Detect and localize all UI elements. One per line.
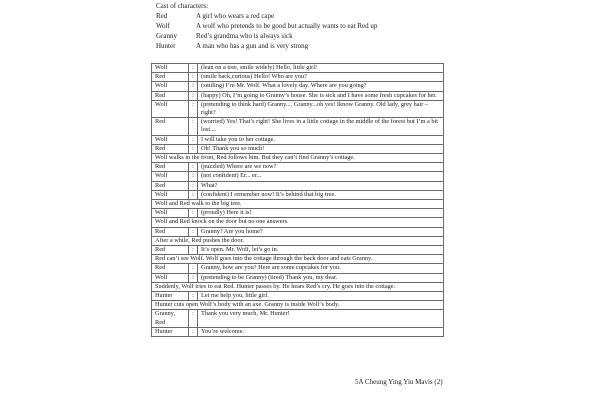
speaker-name: Red <box>152 181 189 190</box>
dialogue-text: Oh! Thank you so much! <box>198 144 444 153</box>
cast-name: Red <box>156 12 168 20</box>
dialogue-text: (not confident) Er... er... <box>198 172 444 181</box>
dialogue-text: (happy) Oh, I’m going to Granny’s house. She is sick and I have some fresh cupcakes for her. <box>198 91 444 100</box>
speaker-name: Red <box>152 163 189 172</box>
dialogue-row <box>152 190 444 199</box>
dialogue-text: (proudly) Here it is! <box>198 209 444 218</box>
dialogue-text: Granny? Are you home? <box>198 227 444 236</box>
colon-separator: : <box>189 310 198 327</box>
dialogue-row <box>152 73 444 82</box>
dialogue-row <box>152 64 444 73</box>
cast-entry <box>156 22 377 31</box>
dialogue-text: (pretending to be Granny) (tired) Thank you, my dear. <box>198 273 444 282</box>
dialogue-text: Thank you very much, Mr. Hunter! <box>198 310 444 327</box>
speaker-name: Wolf <box>152 135 189 144</box>
colon-separator: : <box>189 135 198 144</box>
dialogue-text: (smiling) I’m Mr. Wolf. What a lovely day. Where are you going? <box>198 82 444 91</box>
dialogue-row <box>152 273 444 282</box>
cast-entry <box>156 12 274 21</box>
stage-direction: Hunter cuts open Wolf’s body with an axe. Granny is inside Wolf’s body. <box>152 301 444 310</box>
cast-description: A girl who wears a red cape <box>196 12 275 20</box>
dialogue-text: You’re welcome. <box>198 327 444 336</box>
cast-description: A wolf who pretends to be good but actually wants to eat Red up <box>196 22 378 30</box>
dialogue-row <box>152 163 444 172</box>
colon-separator: : <box>189 172 198 181</box>
stage-direction: Wolf and Red knock on the door but no one answers. <box>152 218 444 227</box>
dialogue-row <box>152 310 444 327</box>
dialogue-row <box>152 227 444 236</box>
dialogue-row <box>152 118 444 135</box>
dialogue-text: I will take you to her cottage. <box>198 135 444 144</box>
speaker-name: Wolf <box>152 273 189 282</box>
dialogue-text: (pretending to think hard) Granny.... Granny...oh yes! Iknow Granny. Old lady, grey hair – right? <box>198 100 444 117</box>
script-table <box>151 63 444 337</box>
dialogue-text: (confident) I remember now! It’s behind that big tree. <box>198 190 444 199</box>
colon-separator: : <box>189 190 198 199</box>
cast-name: Granny <box>156 32 177 40</box>
stage-direction: After a while, Red pushes the door. <box>152 236 444 245</box>
cast-name: Hunter <box>156 42 176 50</box>
speaker-name: Wolf <box>152 209 189 218</box>
speaker-name: Red <box>152 91 189 100</box>
dialogue-row <box>152 209 444 218</box>
dialogue-row <box>152 246 444 255</box>
dialogue-text: (puzzled) Where are we now? <box>198 163 444 172</box>
cast-name: Wolf <box>156 22 170 30</box>
dialogue-row <box>152 82 444 91</box>
dialogue-text: (worried) Yes! That’s right! She lives in a little cottage in the middle of the forest but I’m a bit lost.... <box>198 118 444 135</box>
colon-separator: : <box>189 227 198 236</box>
dialogue-text: (lean on a tree, smile widely) Hello, little girl! <box>198 64 444 73</box>
speaker-name: Red <box>152 246 189 255</box>
colon-separator: : <box>189 163 198 172</box>
dialogue-text: It’s open. Mr. Wolf, let’s go in. <box>198 246 444 255</box>
dialogue-text: Let me help you, little girl. <box>198 292 444 301</box>
colon-separator: : <box>189 118 198 135</box>
dialogue-row <box>152 135 444 144</box>
colon-separator: : <box>189 73 198 82</box>
colon-separator: : <box>189 273 198 282</box>
dialogue-row <box>152 100 444 117</box>
speaker-name: Red <box>152 144 189 153</box>
speaker-name: Hunter <box>152 327 189 336</box>
colon-separator: : <box>189 144 198 153</box>
stage-direction-row <box>152 154 444 163</box>
cast-description: A man who has a gun and is very strong <box>196 42 309 50</box>
dialogue-row <box>152 292 444 301</box>
cast-heading: Cast of characters: <box>156 2 209 10</box>
colon-separator: : <box>189 264 198 273</box>
stage-direction-row <box>152 218 444 227</box>
colon-separator: : <box>189 181 198 190</box>
cast-entry <box>156 42 308 51</box>
script-body <box>152 64 444 337</box>
stage-direction-row <box>152 255 444 264</box>
stage-direction: Wolf walks in the front, Red follows him. But they can’t find Granny’s cottage. <box>152 154 444 163</box>
stage-direction: Red can’t see Wolf. Wolf goes into the cottage through the back door and eats Granny. <box>152 255 444 264</box>
cast-entry <box>156 32 293 41</box>
dialogue-text: (smile back,curious) Hello! Who are you? <box>198 73 444 82</box>
dialogue-row <box>152 264 444 273</box>
stage-direction-row <box>152 301 444 310</box>
colon-separator: : <box>189 91 198 100</box>
dialogue-row <box>152 172 444 181</box>
stage-direction-row <box>152 236 444 245</box>
colon-separator: : <box>189 64 198 73</box>
colon-separator: : <box>189 327 198 336</box>
dialogue-row <box>152 181 444 190</box>
colon-separator: : <box>189 82 198 91</box>
speaker-name: Granny, Red <box>152 310 189 327</box>
colon-separator: : <box>189 292 198 301</box>
speaker-name: Wolf <box>152 190 189 199</box>
colon-separator: : <box>189 100 198 117</box>
dialogue-text: Granny, how are you? Here are some cupcakes for you. <box>198 264 444 273</box>
colon-separator: : <box>189 209 198 218</box>
speaker-name: Wolf <box>152 172 189 181</box>
dialogue-row <box>152 327 444 336</box>
colon-separator: : <box>189 246 198 255</box>
speaker-name: Red <box>152 73 189 82</box>
dialogue-row <box>152 144 444 153</box>
speaker-name: Red <box>152 264 189 273</box>
stage-direction-row <box>152 282 444 291</box>
speaker-name: Red <box>152 118 189 135</box>
stage-direction: Wolf and Red walk to the big tree. <box>152 200 444 209</box>
stage-direction: Suddenly, Wolf tries to eat Red. Hunter passes by. He hears Red’s cry. He goes into the cottage. <box>152 282 444 291</box>
speaker-name: Wolf <box>152 64 189 73</box>
stage-direction-row <box>152 200 444 209</box>
speaker-name: Red <box>152 227 189 236</box>
speaker-name: Hunter <box>152 292 189 301</box>
author-footer: 5A Cheung Ying Yiu Mavis (2) <box>355 378 443 386</box>
speaker-name: Wolf <box>152 82 189 91</box>
cast-description: Red’s grandma who is always sick <box>196 32 293 40</box>
speaker-name: Wolf <box>152 100 189 117</box>
dialogue-text: What? <box>198 181 444 190</box>
dialogue-row <box>152 91 444 100</box>
